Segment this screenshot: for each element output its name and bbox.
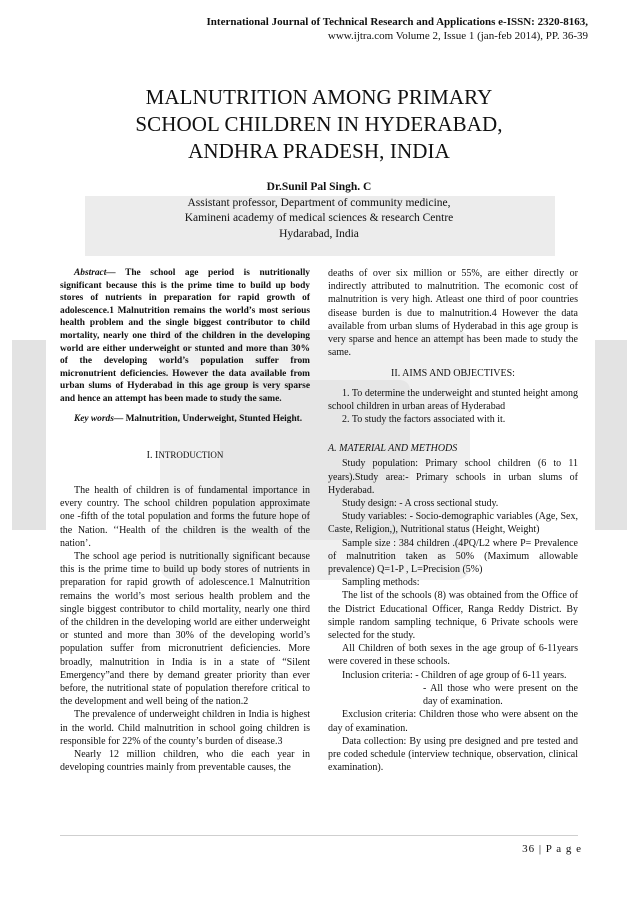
author-affiliation-1: Assistant professor, Department of community medicine, — [187, 196, 451, 209]
journal-header-line1: International Journal of Technical Research and Applications e-ISSN: 2320-8163, — [206, 16, 588, 28]
author-name: Dr.Sunil Pal Singh. C — [266, 181, 372, 193]
paper-title-line1: MALNUTRITION AMONG PRIMARY — [145, 85, 493, 109]
paper-title — [60, 84, 578, 165]
abstract-text: The school age period is nutritionally significant because this is the prime time to build up body stores of nutrients in preparation for rapid growth of adolescence.1 Malnutrition remains the world’s most serious health problem and the single biggest contributor to child mortality, nearly one third of the children in the developing world are either underweight or stunted and more than 30% of the developing world’s population suffer from micronutrient deficiencies. However the data available from urban slums of Hyderabad in this age group is very sparse and hence an attempt has been made to study the same. — [60, 268, 310, 404]
journal-header-line2: www.ijtra.com Volume 2, Issue 1 (jan-feb 2014), PP. 36-39 — [327, 30, 588, 42]
author-block — [60, 180, 578, 242]
page-number: 36 | P a g e — [522, 843, 582, 855]
right-column — [328, 267, 578, 774]
abstract-label: Abstract— — [74, 268, 116, 278]
aim-1: 1. To determine the underweight and stunted height among school children in urban areas of Hyderabad — [328, 387, 578, 412]
footer-rule — [60, 835, 578, 836]
paper-title-line2: SCHOOL CHILDREN IN HYDERABAD, — [135, 112, 503, 136]
journal-header — [68, 15, 588, 43]
intro-paragraph-1: The health of children is of fundamental importance in every country. The school children population approximate one -fifth of the total population and forms the future hope of the Nation. ‘‘Health of the children is the wealth of the nation’. — [60, 484, 310, 549]
method-8: Inclusion criteria: - Children of age group of 6-11 years. — [342, 669, 567, 681]
method-11: Data collection: By using pre designed and pre tested and pre coded schedule (interview technique, observation, clinical examination). — [328, 735, 578, 774]
intro-heading-rest: NTRODUCTION — [158, 449, 224, 460]
abstract — [60, 267, 310, 406]
intro-heading-num: I. I — [146, 449, 159, 461]
author-affiliation-2: Kamineni academy of medical sciences & research Centre — [184, 212, 454, 224]
author-affiliation-3: Hydarabad, India — [279, 227, 359, 240]
method-9: - All those who were present on the day of examination. — [423, 682, 578, 708]
left-column — [60, 267, 310, 774]
keywords — [60, 413, 310, 426]
method-6: The list of the schools (8) was obtained from the Office of the District Educational Officer, Ranga Reddy District. By simple random sampling technique, 6 Private schools were selected for the study. — [328, 590, 578, 642]
method-7: All Children of both sexes in the age group of 6-11years were covered in these schools. — [328, 643, 578, 668]
intro-paragraph-2: The school age period is nutritionally significant because this is the prime time to build up body stores of nutrients in preparation for rapid growth of adolescence.1 Malnutrition remains the world’s most serious health problem and the single biggest contributor to child mortality, nearly one third of the children in the developing world are either underweight or stunted and more than 30% of the developing world’s population suffer from micronutrient deficiencies. More broadly, malnutrition in India is in a state of “Silent Emergency”and there by demand greater priority than ever before, the nutritional state of population therefore critical to the development and well being of the nation.2 — [60, 550, 310, 708]
right-paragraph-1: deaths of over six million or 55%, are either directly or indirectly attributed to malnutrition. The ecomonic cost of malnutrition is very high. Atleast one third of poor countries disease burden is due to malnutrition.4 However the data available from urban slums of Hyderabad in this age group is very sparse and hence an attempt has been made to study the same. — [328, 268, 578, 359]
methods-heading: A. MATERIAL AND METHODS — [328, 443, 458, 455]
watermark-right-block — [595, 340, 627, 530]
paper-title-line3: ANDHRA PRADESH, INDIA — [188, 139, 450, 163]
watermark-left-block — [12, 340, 46, 530]
keywords-label: Key words — [74, 413, 114, 424]
intro-heading — [60, 449, 310, 462]
method-5: Sampling methods: — [342, 577, 420, 589]
method-2: Study design: - A cross sectional study. — [342, 498, 499, 510]
aims-heading: II. AIMS AND OBJECTIVES: — [391, 368, 515, 380]
keywords-text: — Malnutrition, Underweight, Stunted Height. — [113, 413, 303, 424]
intro-paragraph-3: The prevalence of underweight children in India is highest in the world. Child malnutrition in school going children is responsible for 22% of the county’s burden of disease.3 — [60, 709, 310, 747]
method-4: Sample size : 384 children .(4PQ/L2 where P= Prevalence of malnutrition taken as 50% (Maximum allowable prevalence) Q=1-P , L=Precision (5%) — [328, 537, 578, 576]
aim-2: 2. To study the factors associated with it. — [342, 414, 506, 426]
method-1: Study population: Primary school children (6 to 11 years).Study area:- Primary schools in urban slums of Hyderabad. — [328, 458, 578, 496]
intro-paragraph-4: Nearly 12 million children, who die each year in developing countries mainly from preventable causes, the — [60, 749, 310, 774]
method-10: Exclusion criteria: Children those who were absent on the day of examination. — [328, 709, 578, 734]
method-3: Study variables: - Socio-demographic variables (Age, Sex, Caste, Religion,), Nutritional status (Height, Weight) — [328, 511, 578, 536]
